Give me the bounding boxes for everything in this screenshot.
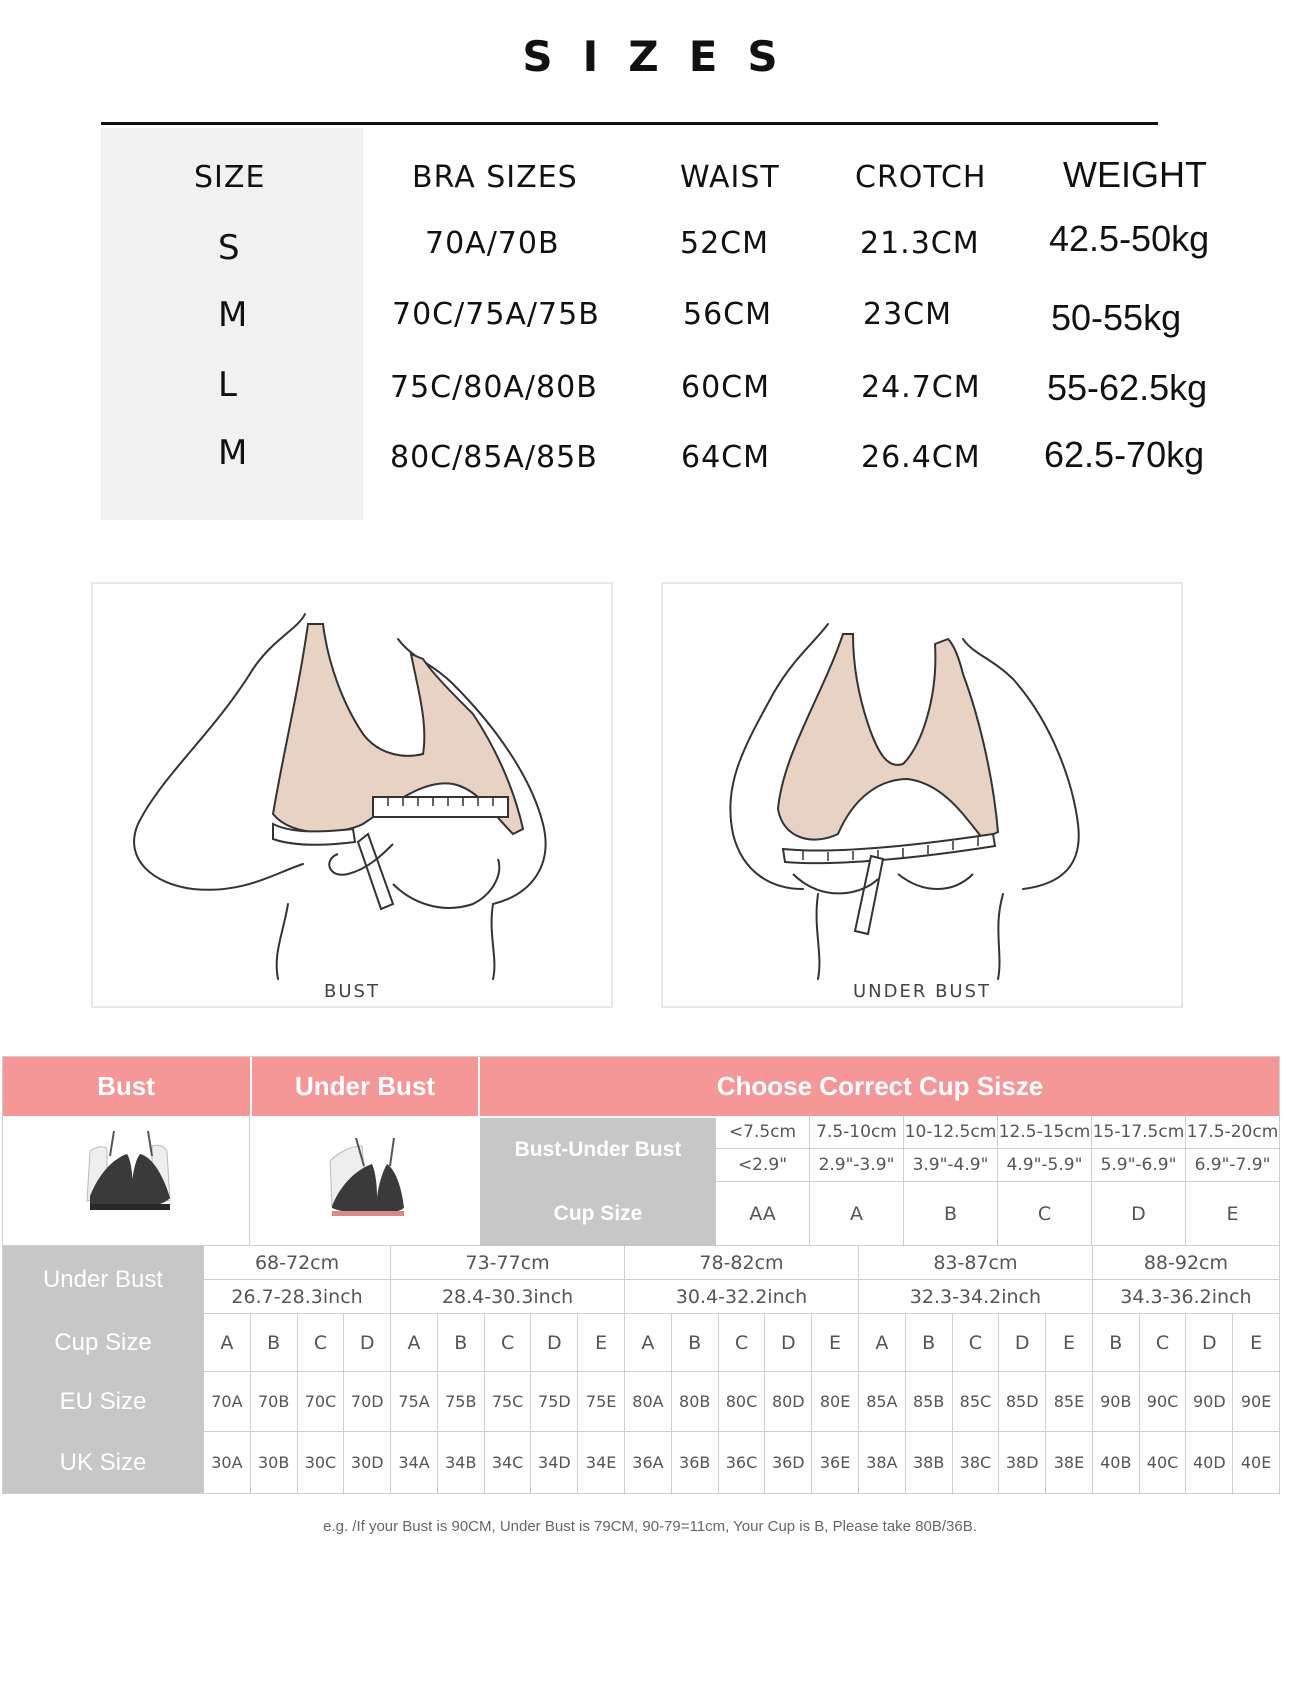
under-bust-inch-cell: 34.3-36.2inch [1093, 1280, 1280, 1314]
uk-size-cell: 36B [672, 1432, 719, 1494]
eu-size-cell: 80A [625, 1372, 672, 1432]
diff-cm-cell: 17.5-20cm [1186, 1116, 1280, 1149]
row-waist: 52CM [680, 226, 770, 261]
cup-letter-cell: E [1186, 1182, 1280, 1246]
cup-letter-cell: A [810, 1182, 904, 1246]
under-bust-figure-icon [663, 584, 1183, 1008]
uk-size-cell: 38A [859, 1432, 906, 1494]
under-bust-cm-cell: 88-92cm [1093, 1246, 1280, 1280]
uk-size-cell: 38B [906, 1432, 953, 1494]
cup-letter-cell: A [859, 1314, 906, 1372]
eu-size-cell: 75C [485, 1372, 532, 1432]
cup-letter-cell: D [999, 1314, 1046, 1372]
eu-size-cell: 85E [1046, 1372, 1093, 1432]
header-waist: WAIST [680, 160, 780, 195]
uk-size-cell: 36E [812, 1432, 859, 1494]
row-bra: 80C/85A/85B [390, 440, 598, 475]
diff-inch-cell: 2.9"-3.9" [810, 1149, 904, 1182]
row-crotch: 26.4CM [861, 440, 981, 475]
row-label-eu-size: EU Size [2, 1372, 204, 1432]
eu-size-cell: 75B [438, 1372, 485, 1432]
diff-cm-cell: 7.5-10cm [810, 1116, 904, 1149]
eu-size-cell: 90E [1233, 1372, 1280, 1432]
uk-size-cell: 40E [1233, 1432, 1280, 1494]
eu-size-cell: 80C [719, 1372, 766, 1432]
cup-letter-cell: C [485, 1314, 532, 1372]
cup-letter-cell: C [298, 1314, 345, 1372]
cup-letter-cell: D [344, 1314, 391, 1372]
under-bust-cm-cell: 73-77cm [391, 1246, 625, 1280]
uk-size-cell: 34E [578, 1432, 625, 1494]
cup-letter-cell: E [1046, 1314, 1093, 1372]
under-bust-cm-cell: 78-82cm [625, 1246, 859, 1280]
uk-size-cell: 34D [531, 1432, 578, 1494]
uk-size-cell: 36D [765, 1432, 812, 1494]
row-size: L [218, 365, 238, 405]
uk-size-cell: 34B [438, 1432, 485, 1494]
header-choose-cup: Choose Correct Cup Sisze [480, 1056, 1280, 1116]
diff-inch-cell: 3.9"-4.9" [904, 1149, 998, 1182]
cup-letter-cell: B [906, 1314, 953, 1372]
eu-size-cell: 80E [812, 1372, 859, 1432]
header-size: SIZE [194, 160, 266, 195]
uk-size-cell: 34A [391, 1432, 438, 1494]
label-cup-size: Cup Size [480, 1182, 716, 1246]
under-bust-cm-cell: 68-72cm [204, 1246, 391, 1280]
row-waist: 64CM [681, 440, 771, 475]
bra-icon [252, 1116, 480, 1244]
row-crotch: 21.3CM [860, 226, 980, 261]
uk-size-cell: 30C [298, 1432, 345, 1494]
diff-inch-cell: 5.9"-6.9" [1092, 1149, 1186, 1182]
uk-size-cell: 40B [1093, 1432, 1140, 1494]
under-bust-caption: UNDER BUST [852, 981, 992, 1002]
uk-size-cell: 38E [1046, 1432, 1093, 1494]
header-under-bust: Under Bust [252, 1056, 478, 1116]
diff-inch-cell: 6.9"-7.9" [1186, 1149, 1280, 1182]
cup-letter-cell: B [1093, 1314, 1140, 1372]
diff-cm-cell: 12.5-15cm [998, 1116, 1092, 1149]
eu-size-cell: 90C [1140, 1372, 1187, 1432]
row-label-uk-size: UK Size [2, 1432, 204, 1494]
cup-letter-cell: D [1186, 1314, 1233, 1372]
eu-size-cell: 90D [1186, 1372, 1233, 1432]
eu-size-cell: 80D [765, 1372, 812, 1432]
uk-size-cell: 30A [204, 1432, 251, 1494]
row-label-under-bust: Under Bust [2, 1246, 204, 1314]
label-bust-under-bust: Bust-Under Bust [480, 1118, 716, 1182]
row-weight: 50-55kg [1051, 297, 1182, 338]
under-bust-inch-cell: 32.3-34.2inch [859, 1280, 1093, 1314]
eu-size-cell: 80B [672, 1372, 719, 1432]
uk-size-cell: 38C [953, 1432, 1000, 1494]
cup-letter-cell: D [1092, 1182, 1186, 1246]
cup-letter-cell: C [719, 1314, 766, 1372]
under-bust-inch-cell: 30.4-32.2inch [625, 1280, 859, 1314]
under-bust-inch-cell: 28.4-30.3inch [391, 1280, 625, 1314]
cup-letter-cell: E [1233, 1314, 1280, 1372]
diff-cm-cell: <7.5cm [716, 1116, 810, 1149]
eu-size-cell: 85D [999, 1372, 1046, 1432]
bra-icon [2, 1116, 250, 1244]
under-bust-cm-cell: 83-87cm [859, 1246, 1093, 1280]
row-bra: 75C/80A/80B [390, 370, 598, 405]
bust-figure-icon [93, 584, 613, 1008]
uk-size-cell: 36A [625, 1432, 672, 1494]
eu-size-cell: 85B [906, 1372, 953, 1432]
cup-letter-cell: AA [716, 1182, 810, 1246]
uk-size-cell: 40D [1186, 1432, 1233, 1494]
diff-inch-cell: 4.9"-5.9" [998, 1149, 1092, 1182]
eu-size-cell: 85C [953, 1372, 1000, 1432]
uk-size-cell: 36C [719, 1432, 766, 1494]
row-weight: 55-62.5kg [1047, 367, 1208, 408]
cup-letter-cell: B [904, 1182, 998, 1246]
uk-size-cell: 30B [251, 1432, 298, 1494]
under-bust-thumbnail [252, 1116, 480, 1246]
diff-inch-cell: <2.9" [716, 1149, 810, 1182]
row-crotch: 24.7CM [861, 370, 981, 405]
uk-size-cell: 30D [344, 1432, 391, 1494]
diff-cm-cell: 10-12.5cm [904, 1116, 998, 1149]
row-bra: 70C/75A/75B [392, 297, 600, 332]
cup-letter-cell: B [438, 1314, 485, 1372]
row-bra: 70A/70B [425, 226, 560, 261]
cup-letter-cell: C [953, 1314, 1000, 1372]
eu-size-cell: 70B [251, 1372, 298, 1432]
header-bra-sizes: BRA SIZES [412, 160, 578, 195]
bust-caption: BUST [324, 981, 380, 1002]
eu-size-cell: 90B [1093, 1372, 1140, 1432]
cup-size-chart [2, 1056, 1280, 1496]
eu-size-cell: 75A [391, 1372, 438, 1432]
bust-thumbnail [2, 1116, 250, 1246]
uk-size-cell: 38D [999, 1432, 1046, 1494]
example-note: e.g. /If your Bust is 90CM, Under Bust is 79CM, 90-79=11cm, Your Cup is B, Please take 80B/36B. [323, 1518, 977, 1535]
under-bust-measure-illustration [661, 582, 1183, 1008]
eu-size-cell: 70A [204, 1372, 251, 1432]
cup-letter-cell: C [1140, 1314, 1187, 1372]
header-bust: Bust [2, 1056, 250, 1116]
cup-letter-cell: D [765, 1314, 812, 1372]
eu-size-cell: 75D [531, 1372, 578, 1432]
eu-size-cell: 70C [298, 1372, 345, 1432]
row-weight: 62.5-70kg [1044, 434, 1205, 475]
header-weight: WEIGHT [1063, 154, 1207, 195]
cup-letter-cell: E [812, 1314, 859, 1372]
uk-size-cell: 34C [485, 1432, 532, 1494]
row-label-cup-size: Cup Size [2, 1314, 204, 1372]
header-crotch: CROTCH [855, 160, 987, 195]
row-size: S [218, 228, 241, 268]
eu-size-cell: 70D [344, 1372, 391, 1432]
row-waist: 56CM [683, 297, 773, 332]
row-crotch: 23CM [863, 297, 953, 332]
cup-letter-cell: B [672, 1314, 719, 1372]
under-bust-inch-cell: 26.7-28.3inch [204, 1280, 391, 1314]
cup-letter-cell: B [251, 1314, 298, 1372]
eu-size-cell: 85A [859, 1372, 906, 1432]
row-weight: 42.5-50kg [1049, 218, 1210, 259]
row-size: M [218, 433, 249, 473]
row-waist: 60CM [681, 370, 771, 405]
title-divider [101, 122, 1158, 125]
page-title: SIZES [522, 32, 808, 81]
eu-size-cell: 75E [578, 1372, 625, 1432]
cup-letter-cell: A [204, 1314, 251, 1372]
uk-size-cell: 40C [1140, 1432, 1187, 1494]
cup-letter-cell: E [578, 1314, 625, 1372]
diff-cm-cell: 15-17.5cm [1092, 1116, 1186, 1149]
cup-letter-cell: C [998, 1182, 1092, 1246]
cup-letter-cell: D [531, 1314, 578, 1372]
bust-measure-illustration [91, 582, 613, 1008]
cup-letter-cell: A [625, 1314, 672, 1372]
row-size: M [218, 295, 249, 335]
cup-letter-cell: A [391, 1314, 438, 1372]
